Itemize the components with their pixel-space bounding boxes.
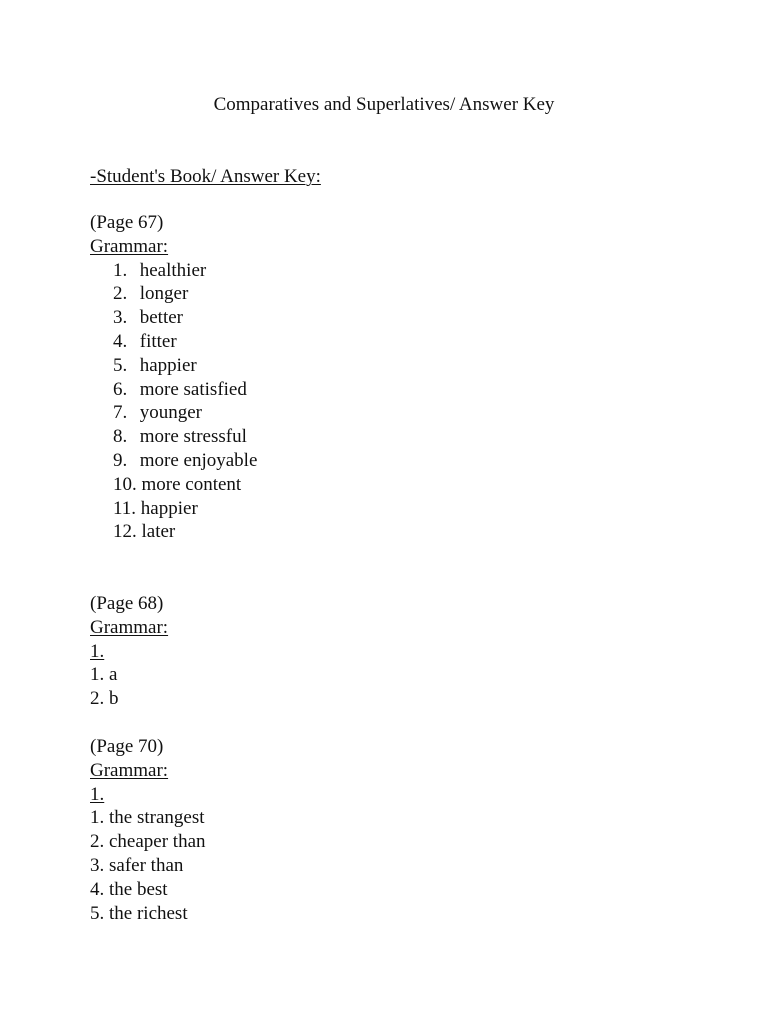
list-item: 1. the strangest: [90, 807, 205, 829]
list-item-number: 12.: [113, 521, 137, 543]
list-item-answer: longer: [139, 283, 189, 305]
list-item: [113, 497, 257, 521]
answer-section-page-68: [90, 592, 168, 711]
page-reference: (Page 68): [90, 593, 164, 614]
page-title: Comparatives and Superlatives/ Answer Key: [213, 94, 555, 115]
list-item: [113, 473, 257, 497]
answer-list: [90, 663, 168, 711]
list-item: [113, 354, 257, 378]
list-item-number: 11.: [113, 497, 137, 519]
list-item: [113, 259, 257, 283]
exercise-number: 1.: [90, 640, 105, 662]
list-item: 4. the best: [90, 878, 168, 900]
list-item-number: 6.: [113, 378, 128, 400]
list-item-answer: more content: [141, 473, 242, 495]
list-item-number: 3.: [113, 307, 128, 329]
list-item-answer: healthier: [139, 259, 207, 281]
list-item-answer: later: [141, 521, 176, 543]
list-item: [113, 282, 257, 306]
answer-section-page-70: [90, 735, 206, 925]
exercise-number: 1.: [90, 783, 105, 805]
list-item: [113, 425, 257, 449]
list-item: 3. safer than: [90, 854, 184, 876]
numbered-answer-list: [90, 259, 257, 545]
list-item-number: 10.: [113, 473, 137, 495]
list-item-answer: fitter: [139, 330, 177, 352]
list-item-answer: happier: [139, 354, 197, 376]
list-item-answer: happier: [140, 497, 198, 519]
list-item: 2. b: [90, 688, 119, 710]
answer-section-page-67: [90, 211, 257, 544]
list-item-answer: more satisfied: [139, 378, 247, 400]
list-item: 2. cheaper than: [90, 831, 206, 853]
list-item-answer: more enjoyable: [139, 449, 258, 471]
list-item-number: 2.: [113, 283, 128, 305]
list-item: 1. a: [90, 664, 118, 686]
list-item: [113, 401, 257, 425]
list-item-answer: younger: [139, 402, 203, 424]
page-reference: (Page 70): [90, 736, 164, 757]
grammar-label: Grammar:: [90, 759, 169, 781]
grammar-label: Grammar:: [90, 616, 169, 638]
list-item-number: 4.: [113, 330, 128, 352]
section-header: -Student's Book/ Answer Key:: [90, 166, 321, 187]
list-item-answer: more stressful: [139, 426, 247, 448]
list-item: [113, 378, 257, 402]
list-item-number: 9.: [113, 449, 128, 471]
list-item: [113, 449, 257, 473]
list-item-number: 5.: [113, 354, 128, 376]
list-item-answer: better: [139, 307, 184, 329]
list-item-number: 7.: [113, 402, 128, 424]
list-item: [113, 306, 257, 330]
list-item: [113, 520, 257, 544]
grammar-label: Grammar:: [90, 235, 169, 257]
list-item-number: 1.: [113, 259, 128, 281]
list-item: 5. the richest: [90, 902, 188, 924]
list-item-number: 8.: [113, 426, 128, 448]
answer-list: [90, 806, 206, 925]
list-item: [113, 330, 257, 354]
page-reference: (Page 67): [90, 212, 164, 233]
